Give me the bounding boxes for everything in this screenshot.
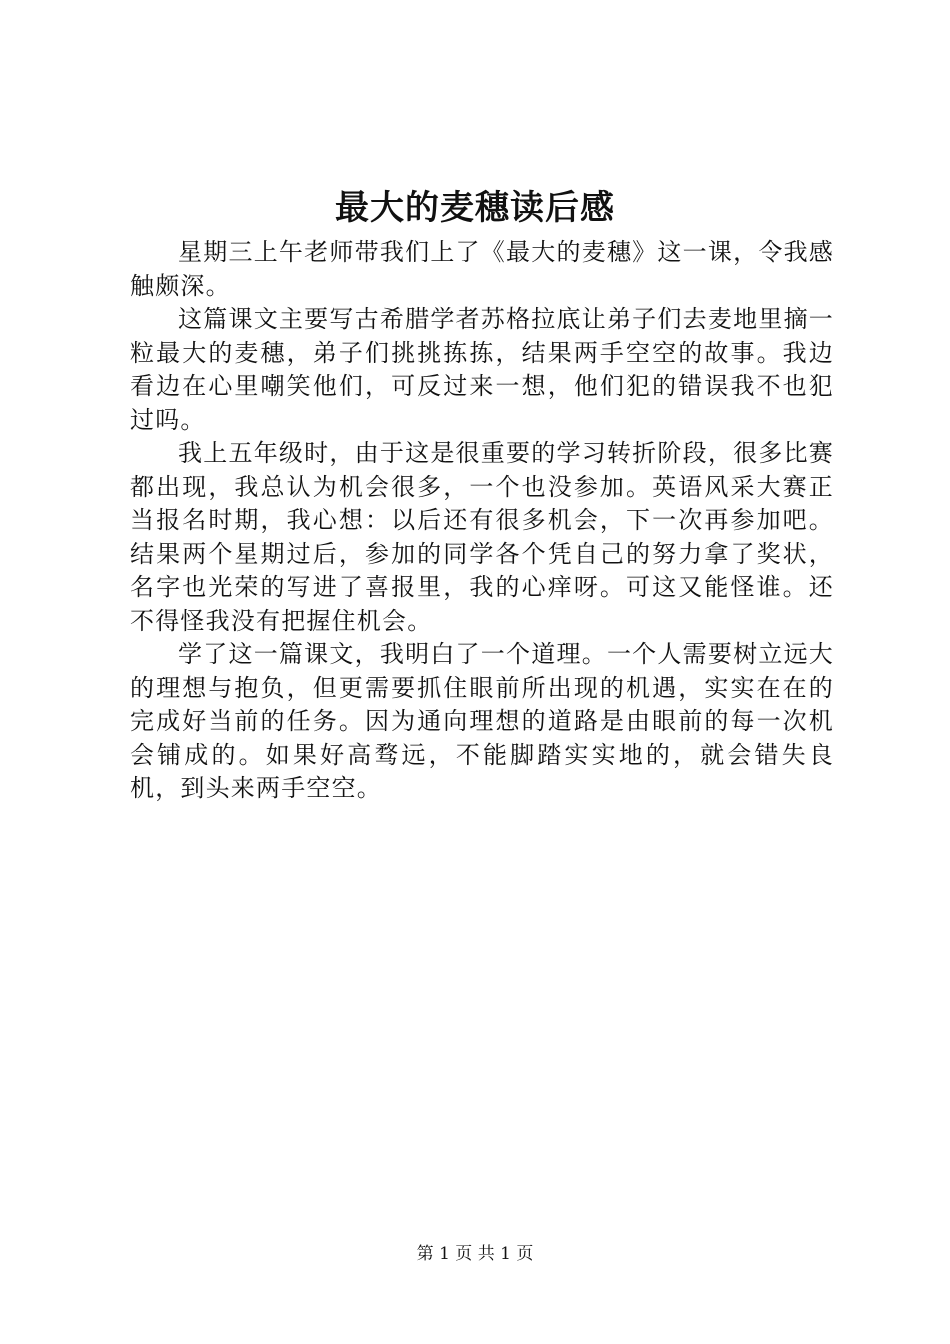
document-body — [130, 236, 834, 806]
paragraph: 学了这一篇课文，我明白了一个道理。一个人需要树立远大的理想与抱负，但更需要抓住眼前所出现的机遇，实实在在的完成好当前的任务。因为通向理想的道路是由眼前的每一次机会铺成的。如果好高骛远，不能脚踏实实地的，就会错失良机，到头来两手空空。 — [130, 640, 834, 802]
paragraph: 星期三上午老师带我们上了《最大的麦穗》这一课，令我感触颇深。 — [130, 238, 834, 300]
paragraph: 我上五年级时，由于这是很重要的学习转折阶段，很多比赛都出现，我总认为机会很多，一个也没参加。英语风采大赛正当报名时期，我心想：以后还有很多机会，下一次再参加吧。结果两个星期过后，参加的同学各个凭自己的努力拿了奖状，名字也光荣的写进了喜报里，我的心痒呀。可这又能怪谁。还不得怪我没有把握住机会。 — [130, 439, 834, 635]
document-title: 最大的麦穗读后感 — [335, 188, 615, 228]
paragraph: 这篇课文主要写古希腊学者苏格拉底让弟子们去麦地里摘一粒最大的麦穗，弟子们挑挑拣拣，结果两手空空的故事。我边看边在心里嘲笑他们，可反过来一想，他们犯的错误我不也犯过吗。 — [130, 305, 834, 434]
page-footer: 第 1 页 共 1 页 — [416, 1244, 534, 1264]
